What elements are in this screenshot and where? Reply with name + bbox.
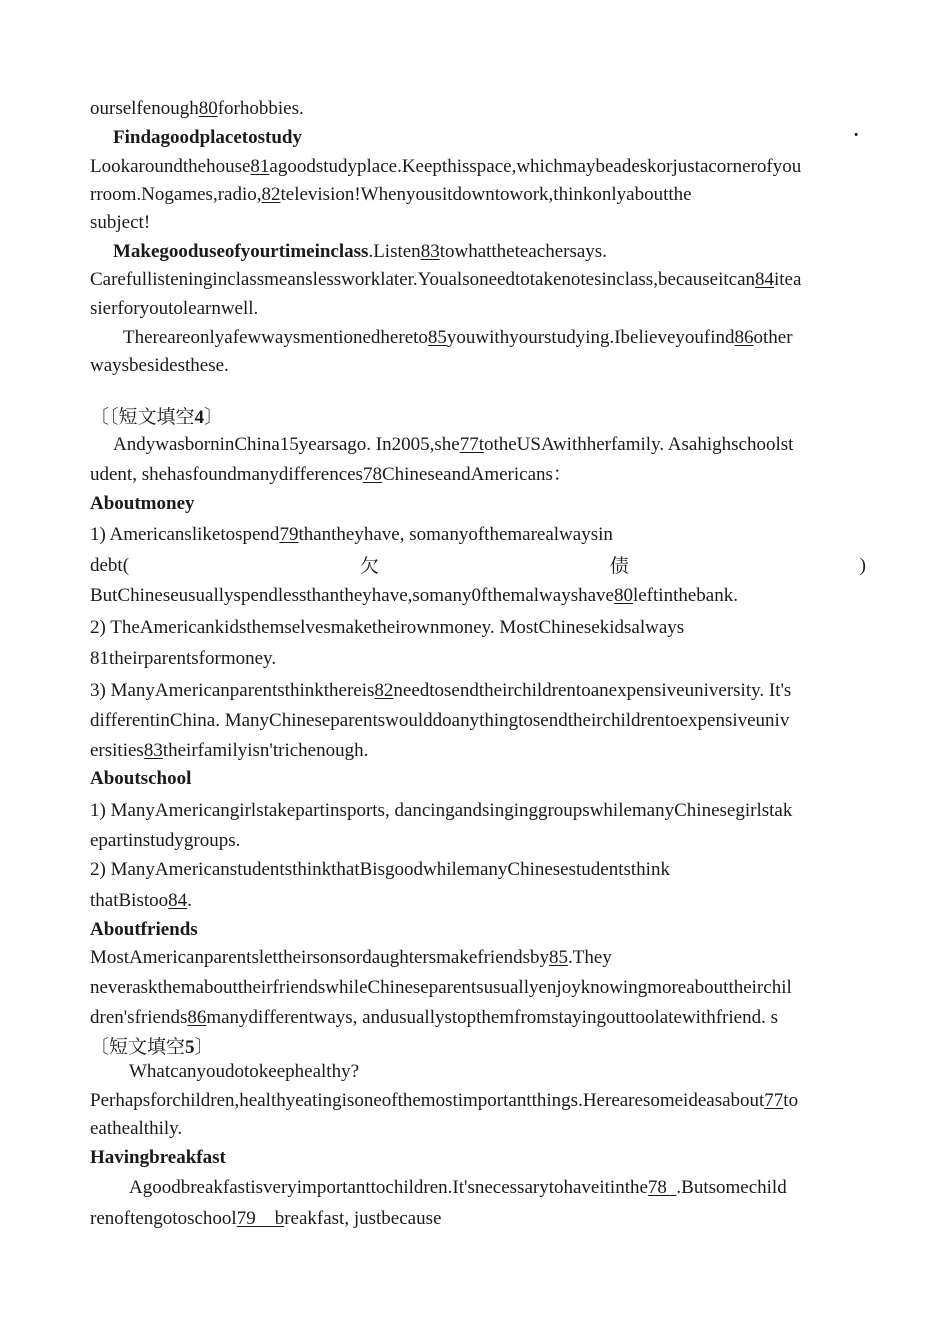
- blank-84b[interactable]: 84: [168, 890, 188, 911]
- s5-line-4: Agoodbreakfastisveryimportanttochildren.It'snecessarytohaveitinthe78 .Butsomechild: [129, 1177, 787, 1198]
- s5-line-1: Whatcanyoudotokeephealthy?: [129, 1061, 360, 1082]
- money-item-2-cont: 81theirparentsformoney.: [90, 648, 277, 669]
- blank-85[interactable]: 85: [427, 327, 447, 348]
- heading-about-money: Aboutmoney: [90, 493, 195, 514]
- s5-line-2: Perhapsforchildren,healthyeatingisoneofthemostimportantthings.Herearesomeideasabout77to: [90, 1090, 799, 1111]
- bullet-dot: ·: [853, 125, 860, 146]
- blank-83b[interactable]: 83: [143, 740, 163, 761]
- s4-para-2: udent, shehasfoundmanydifferences78ChineseandAmericans：: [90, 464, 572, 485]
- s3-line-3: Lookaroundthehouse81agoodstudyplace.Keepthisspace,whichmaybeadeskorjustacornerofyou: [90, 156, 802, 177]
- blank-81[interactable]: 81: [250, 156, 270, 177]
- blank-80[interactable]: 80: [198, 98, 218, 119]
- blank-82[interactable]: 82: [261, 184, 281, 205]
- blank-79b[interactable]: 79 b: [236, 1208, 285, 1229]
- money-item-3-cont: differentinChina. ManyChineseparentswoulddoanythingtosendtheirchildrentoexpensiveuniv: [90, 710, 790, 731]
- s3-line-10: waysbesidesthese.: [90, 355, 229, 376]
- school-item-1: 1) ManyAmericangirlstakepartinsports, dancingandsinginggroupswhilemanyChinesegirlstak: [90, 800, 793, 821]
- friends-line-2: neveraskthemabouttheirfriendswhileChineseparentsusuallyenjoyknowingmoreabouttheirchil: [90, 977, 792, 998]
- blank-78b[interactable]: 78: [647, 1177, 677, 1198]
- blank-79[interactable]: 79: [279, 524, 299, 545]
- s3-line-1: ourselfenough80forhobbies.: [90, 98, 304, 119]
- s4-para-1: AndywasborninChina15yearsago. In2005,she77totheUSAwithherfamily. Asahighschoolst: [113, 434, 794, 455]
- blank-84[interactable]: 84: [755, 269, 774, 290]
- s5-line-5: renoftengotoschool79 breakfast, justbecause: [90, 1208, 442, 1229]
- school-item-2-cont: thatBistoo84.: [90, 890, 192, 911]
- money-line-3: ButChineseusuallyspendlessthantheyhave,somany0fthemalwayshave80leftinthebank.: [90, 585, 738, 606]
- friends-line-3: dren'sfriends86manydifferentways, andusuallystopthemfromstayingouttoolatewithfriend. s: [90, 1007, 778, 1028]
- blank-83[interactable]: 83: [420, 241, 440, 262]
- heading-about-school: Aboutschool: [90, 768, 192, 789]
- blank-77b[interactable]: 77: [764, 1090, 784, 1111]
- money-item-1: 1) Americansliketospend79thantheyhave, somanyofthemarealwaysin: [90, 524, 613, 545]
- blank-85b[interactable]: 85: [549, 947, 569, 968]
- s3-line-4: rroom.Nogames,radio,82television!Whenyousitdowntowork,thinkonlyaboutthe: [90, 184, 692, 205]
- blank-78[interactable]: 78: [362, 464, 382, 485]
- heading-make-good-use: Makegooduseofyourtimeinclass: [113, 241, 369, 262]
- s3-line-6: Makegooduseofyourtimeinclass.Listen83towhattheteachersays.: [113, 241, 607, 262]
- school-item-1-cont: epartinstudygroups.: [90, 830, 241, 851]
- s3-line-8: sierforyoutolearnwell.: [90, 298, 259, 319]
- money-item-3: 3) ManyAmericanparentsthinkthereis82needtosendtheirchildrentoanexpensiveuniversity. It's: [90, 680, 792, 701]
- section-4-title: 〔〔短文填空4〕: [90, 406, 224, 428]
- blank-86[interactable]: 86: [734, 327, 754, 348]
- heading-about-friends: Aboutfriends: [90, 919, 198, 940]
- heading-find-good-place: Findagoodplacetostudy: [113, 127, 302, 148]
- s3-line-7: Carefullisteninginclassmeanslessworklater.Youalsoneedtotakenotesinclass,becauseitcan84itea: [90, 269, 802, 290]
- blank-80b[interactable]: 80: [613, 585, 633, 606]
- s3-line-5: subject!: [90, 212, 151, 233]
- school-item-2: 2) ManyAmericanstudentsthinkthatBisgoodwhilemanyChinesestudentsthink: [90, 859, 670, 880]
- money-item-3-end: ersities83theirfamilyisn'trichenough.: [90, 740, 369, 761]
- blank-86b[interactable]: 86: [187, 1007, 207, 1028]
- blank-82b[interactable]: 82: [374, 680, 394, 701]
- blank-77[interactable]: 77t: [459, 434, 484, 455]
- heading-having-breakfast: Havingbreakfast: [90, 1147, 226, 1168]
- money-item-2: 2) TheAmericankidsthemselvesmaketheirownmoney. MostChinesekidsalways: [90, 617, 685, 638]
- s5-line-3: eathealthily.: [90, 1118, 183, 1139]
- money-debt-line: debt( 欠 债 ): [90, 555, 866, 577]
- friends-line-1: MostAmericanparentslettheirsonsordaughtersmakefriendsby85.They: [90, 947, 612, 968]
- s3-line-9: Thereareonlyafewwaysmentionedhereto85youwithyourstudying.Ibelieveyoufind86other: [123, 327, 793, 348]
- section-5-title: 〔短文填空5〕: [90, 1036, 214, 1058]
